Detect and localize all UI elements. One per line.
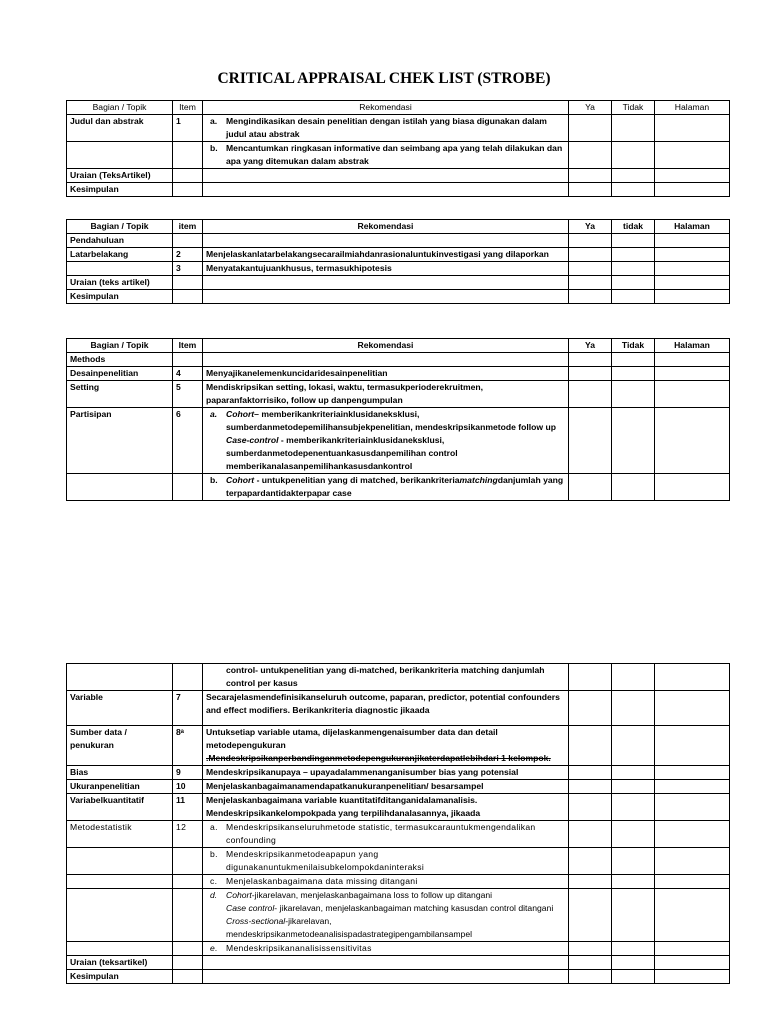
section-label: Pendahuluan (67, 234, 173, 248)
header-ya: Ya (569, 101, 612, 115)
header-item: item (173, 220, 203, 234)
recommendation-text: Menjelaskanbagaimana data missing ditangani (226, 876, 418, 886)
table-row (67, 889, 730, 942)
ya-cell[interactable] (569, 848, 612, 875)
recommendation-text: Mendeskripsikanmetodeapapun yang digunakanuntukmenilaisubkelompokdaninteraksi (226, 849, 425, 872)
tidak-cell[interactable] (612, 780, 655, 794)
recommendation-text: Mendeskripsikanupaya – upayadalammenanganisumber bias yang potensial (203, 766, 569, 780)
section-label: Desainpenelitian (67, 367, 173, 381)
halaman-cell[interactable] (655, 664, 730, 691)
header-halaman: Halaman (655, 220, 730, 234)
header-tidak: Tidak (612, 339, 655, 353)
ya-cell[interactable] (569, 183, 612, 197)
item-number: 5 (173, 381, 203, 408)
tidak-cell[interactable] (612, 970, 655, 984)
ya-cell[interactable] (569, 169, 612, 183)
section-label: Kesimpulan (67, 290, 173, 304)
tidak-cell[interactable] (612, 875, 655, 889)
ya-cell[interactable] (569, 691, 612, 726)
table-row (67, 726, 730, 766)
halaman-cell[interactable] (655, 115, 730, 142)
tidak-cell[interactable] (612, 794, 655, 821)
list-marker: c. (210, 876, 218, 886)
list-marker: b. (210, 849, 218, 859)
ya-cell[interactable] (569, 766, 612, 780)
recommendation-text: Mendiskripsikan setting, lokasi, waktu, termasukperioderekruitmen, paparanfaktorrisiko, follow up danpengumpulan (203, 381, 569, 408)
tidak-cell[interactable] (612, 290, 655, 304)
header-rekomendasi: Rekomendasi (203, 339, 569, 353)
ya-cell[interactable] (569, 956, 612, 970)
item-number: 7 (173, 691, 203, 726)
table-row (67, 942, 730, 956)
ya-cell[interactable] (569, 367, 612, 381)
recommendation-text: Mendeskripsikananalisissensitivitas (226, 943, 372, 953)
case-control-label: Case-control (226, 435, 279, 445)
section-label: Sumber data / penukuran (67, 726, 173, 766)
recommendation-text: -jikarelavan, menjelaskanbagaimana loss to follow up ditangani (251, 890, 493, 900)
tidak-cell[interactable] (612, 262, 655, 276)
case-control-label: Case control (226, 903, 275, 913)
tidak-cell[interactable] (612, 408, 655, 474)
ya-cell[interactable] (569, 942, 612, 956)
table-row (67, 691, 730, 726)
table-row (67, 821, 730, 848)
section-label: Uraian (teksartikel) (67, 956, 173, 970)
item-number: 2 (173, 248, 203, 262)
tidak-cell[interactable] (612, 142, 655, 169)
header-tidak: tidak (612, 220, 655, 234)
section-label: Variable (67, 691, 173, 726)
halaman-cell[interactable] (655, 726, 730, 766)
table-row (67, 766, 730, 780)
ya-cell[interactable] (569, 381, 612, 408)
tidak-cell[interactable] (612, 183, 655, 197)
halaman-cell[interactable] (655, 408, 730, 474)
table-row (67, 276, 730, 290)
item-number: 11 (173, 794, 203, 821)
halaman-cell[interactable] (655, 889, 730, 942)
tidak-cell[interactable] (612, 956, 655, 970)
list-marker: e. (210, 943, 218, 953)
section-label: Metodestatistik (67, 821, 173, 848)
halaman-cell[interactable] (655, 691, 730, 726)
ya-cell[interactable] (569, 474, 612, 501)
cohort-label: Cohort (226, 475, 255, 485)
cross-sectional-label: Cross-sectional (226, 916, 286, 926)
table-row (67, 183, 730, 197)
list-marker: d. (210, 890, 218, 900)
item-number: 9 (173, 766, 203, 780)
recommendation-text: Untuksetiap variable utama, dijelaskanmengenaisumber data dan detail metodepengukuran (206, 727, 498, 750)
ya-cell[interactable] (569, 353, 612, 367)
ya-cell[interactable] (569, 726, 612, 766)
table-row (67, 234, 730, 248)
header-bagian: Bagian / Topik (67, 339, 173, 353)
header-bagian: Bagian / Topik (67, 101, 173, 115)
section-label (67, 262, 173, 276)
list-marker: a. (210, 409, 218, 419)
ya-cell[interactable] (569, 290, 612, 304)
halaman-cell[interactable] (655, 474, 730, 501)
halaman-cell[interactable] (655, 262, 730, 276)
halaman-cell[interactable] (655, 848, 730, 875)
halaman-cell[interactable] (655, 766, 730, 780)
list-marker: a. (210, 116, 218, 126)
recommendation-text: Menyajikanelemenkuncidaridesainpenelitian (203, 367, 569, 381)
table-row (67, 381, 730, 408)
table-row (67, 142, 730, 169)
halaman-cell[interactable] (655, 780, 730, 794)
halaman-cell[interactable] (655, 353, 730, 367)
tidak-cell[interactable] (612, 169, 655, 183)
section-label: Uraian (teks artikel) (67, 276, 173, 290)
list-marker: b. (210, 475, 218, 485)
table-row (67, 290, 730, 304)
table-header-row (67, 101, 730, 115)
table-row (67, 780, 730, 794)
header-bagian: Bagian / Topik (67, 220, 173, 234)
halaman-cell[interactable] (655, 875, 730, 889)
section-label: Uraian (TeksArtikel) (67, 169, 173, 183)
page-title: CRITICAL APPRAISAL CHEK LIST (STROBE) (217, 70, 551, 87)
tidak-cell[interactable] (612, 234, 655, 248)
ya-cell[interactable] (569, 889, 612, 942)
header-halaman: Halaman (655, 339, 730, 353)
halaman-cell[interactable] (655, 248, 730, 262)
section-label (67, 142, 173, 169)
ya-cell[interactable] (569, 664, 612, 691)
ya-cell[interactable] (569, 408, 612, 474)
halaman-cell[interactable] (655, 970, 730, 984)
tidak-cell[interactable] (612, 276, 655, 290)
tidak-cell[interactable] (612, 942, 655, 956)
section-label: Latarbelakang (67, 248, 173, 262)
ya-cell[interactable] (569, 115, 612, 142)
ya-cell[interactable] (569, 234, 612, 248)
section-label: Variabelkuantitatif (67, 794, 173, 821)
section-label: Kesimpulan (67, 970, 173, 984)
item-number: 6 (173, 408, 203, 474)
tidak-cell[interactable] (612, 821, 655, 848)
table-row (67, 664, 730, 691)
table-header-row (67, 220, 730, 234)
item-number: 8ᵃ (173, 726, 203, 766)
table-row (67, 875, 730, 889)
header-halaman: Halaman (655, 101, 730, 115)
recommendation-text: - jikarelavan, menjelaskanbagaiman matching kasusdan control ditangani (274, 903, 554, 913)
section-label: Methods (67, 353, 173, 367)
ya-cell[interactable] (569, 780, 612, 794)
tidak-cell[interactable] (612, 474, 655, 501)
recommendation-text: Mendeskripsikanseluruhmetode statistic, termasukcarauntukmengendalikan confounding (226, 822, 536, 845)
list-marker: a. (210, 822, 218, 832)
tidak-cell[interactable] (612, 664, 655, 691)
table-row (67, 794, 730, 821)
halaman-cell[interactable] (655, 290, 730, 304)
tidak-cell[interactable] (612, 367, 655, 381)
table-row (67, 970, 730, 984)
tidak-cell[interactable] (612, 248, 655, 262)
tidak-cell[interactable] (612, 726, 655, 766)
halaman-cell[interactable] (655, 169, 730, 183)
section-label: Kesimpulan (67, 183, 173, 197)
halaman-cell[interactable] (655, 276, 730, 290)
ya-cell[interactable] (569, 248, 612, 262)
checklist-table-methods-continued (66, 663, 730, 984)
table-header-row (67, 339, 730, 353)
table-row (67, 262, 730, 276)
header-tidak: Tidak (612, 101, 655, 115)
recommendation-text: control- untukpenelitian yang di-matched, berikankriteria matching danjumlah control per kasus (203, 664, 569, 691)
table-row (67, 848, 730, 875)
ya-cell[interactable] (569, 794, 612, 821)
table-row (67, 115, 730, 142)
ya-cell[interactable] (569, 875, 612, 889)
table-row (67, 353, 730, 367)
table-row (67, 956, 730, 970)
recommendation-text: Menjelaskanbagaimana variable kuantitatifditanganidalamanalisis. Mendeskripsikankelompokpada yang terpilihdanalasannya, jikaada (203, 794, 569, 821)
item-number: 10 (173, 780, 203, 794)
section-label: Ukuranpenelitian (67, 780, 173, 794)
ya-cell[interactable] (569, 970, 612, 984)
tidak-cell[interactable] (612, 381, 655, 408)
header-rekomendasi: Rekomendasi (203, 220, 569, 234)
checklist-table-introduction (66, 219, 730, 304)
table-row (67, 474, 730, 501)
recommendation-text: Menjelaskanlatarbelakangsecarailmiahdanrasionaluntukinvestigasi yang dilaporkan (203, 248, 569, 262)
ya-cell[interactable] (569, 276, 612, 290)
item-number: 1 (173, 115, 203, 142)
halaman-cell[interactable] (655, 794, 730, 821)
recommendation-text: – memberikankriteriainklusidaneksklusi, sumberdanmetodepemilihansubjekpenelitian, mendeskripsikanmetode follow up (226, 409, 556, 432)
recommendation-text: Mengindikasikan desain penelitian dengan istilah yang biasa digunakan dalam judul atau abstrak (226, 116, 547, 139)
cohort-label: Cohort (226, 409, 255, 419)
matching-term: matching (459, 475, 498, 485)
section-label: Setting (67, 381, 173, 408)
table-row (67, 169, 730, 183)
halaman-cell[interactable] (655, 942, 730, 956)
header-item: Item (173, 101, 203, 115)
recommendation-text: Secarajelasmendefinisikanseluruh outcome, paparan, predictor, potential confounders and effect modifiers. Berikankriteria diagnostic jikaada (203, 691, 569, 726)
tidak-cell[interactable] (612, 889, 655, 942)
tidak-cell[interactable] (612, 691, 655, 726)
header-ya: Ya (569, 220, 612, 234)
tidak-cell[interactable] (612, 848, 655, 875)
recommendation-text: - memberikankriteriainklusidaneksklusi, sumberdanmetodepenentuankasusdanpemilihan control memberikanalasanpemilihankasusdankontrol (226, 435, 458, 471)
section-label: Judul dan abstrak (67, 115, 173, 142)
halaman-cell[interactable] (655, 821, 730, 848)
list-marker: b. (210, 143, 218, 153)
halaman-cell[interactable] (655, 381, 730, 408)
section-label: Partisipan (67, 408, 173, 474)
checklist-table-title-abstract (66, 100, 730, 197)
tidak-cell[interactable] (612, 766, 655, 780)
ya-cell[interactable] (569, 142, 612, 169)
recommendation-text: Menjelaskanbagaimanamendapatkanukuranpenelitian/ besarsampel (203, 780, 569, 794)
section-label: Bias (67, 766, 173, 780)
header-item: Item (173, 339, 203, 353)
ya-cell[interactable] (569, 262, 612, 276)
tidak-cell[interactable] (612, 115, 655, 142)
recommendation-text: - untukpenelitian yang di matched, berikankriteria (256, 475, 460, 485)
checklist-table-methods (66, 338, 730, 501)
table-row (67, 408, 730, 474)
header-rekomendasi: Rekomendasi (203, 101, 569, 115)
tidak-cell[interactable] (612, 353, 655, 367)
halaman-cell[interactable] (655, 142, 730, 169)
item-number: 4 (173, 367, 203, 381)
item-number: 3 (173, 262, 203, 276)
halaman-cell[interactable] (655, 183, 730, 197)
halaman-cell[interactable] (655, 956, 730, 970)
halaman-cell[interactable] (655, 234, 730, 248)
item-number (173, 142, 203, 169)
recommendation-text: Menyatakantujuankhusus, termasukhipotesis (203, 262, 569, 276)
cohort-label: Cohort (226, 890, 252, 900)
recommendation-text: -jikarelavan, mendeskripsikanmetodeanalisispadastrategipengambilansampel (226, 916, 473, 939)
table-row (67, 367, 730, 381)
item-number: 12 (173, 821, 203, 848)
recommendation-text: danjumlah yang terpapardantidakterpapar case (226, 475, 564, 498)
table-row (67, 248, 730, 262)
halaman-cell[interactable] (655, 367, 730, 381)
recommendation-text: Mencantumkan ringkasan informative dan seimbang apa yang telah dilakukan dan apa yang ditemukan dalam abstrak (226, 143, 563, 166)
struck-text: .Mendeskripsikanperbandinganmetodepengukuranjikaterdapatlebihdari 1 kelompok. (206, 753, 551, 763)
ya-cell[interactable] (569, 821, 612, 848)
header-ya: Ya (569, 339, 612, 353)
